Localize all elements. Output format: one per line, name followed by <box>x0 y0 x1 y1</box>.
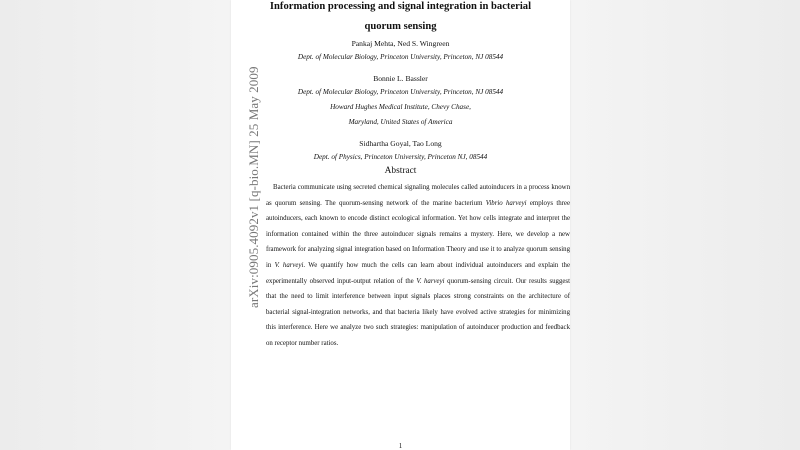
abstract-sentence-1: Bacteria communicate using secreted chemical signaling molecules called autoinducers in a process known as quorum sensing. The quorum-sensing network of the marine bacterium <box>266 184 570 207</box>
species-name: V. harveyi <box>274 261 304 269</box>
authors-group-1: Pankaj Mehta, Ned S. Wingreen <box>351 39 450 48</box>
arxiv-identifier: arXiv:0905.4092v1 [q-bio.MN] 25 May 2009 <box>246 66 261 308</box>
affiliation-group-2-line-1: Dept. of Molecular Biology, Princeton University, Princeton, NJ 08544 <box>297 88 504 96</box>
abstract-heading: Abstract <box>384 166 417 176</box>
species-name: V. harveyi <box>416 277 445 285</box>
affiliation-group-2-line-3: Maryland, United States of America <box>348 118 453 126</box>
abstract-sentence-3: . We quantify how much the cells can learn about individual autoinducers and explain the experimentally observed input-output relation of the <box>266 261 570 285</box>
authors-group-3: Sidhartha Goyal, Tao Long <box>359 139 442 148</box>
pdf-page <box>231 0 570 450</box>
affiliation-group-3: Dept. of Physics, Princeton University, Princeton NJ, 08544 <box>313 153 488 161</box>
paper-title: Information processing and signal integration in bacterial quorum sensing <box>269 1 532 32</box>
affiliation-group-1: Dept. of Molecular Biology, Princeton University, Princeton, NJ 08544 <box>297 53 504 61</box>
authors-group-2: Bonnie L. Bassler <box>373 74 428 83</box>
page-number: 1 <box>398 442 403 450</box>
abstract-sentence-2: employs three autoinducers, each known to encode distinct ecological information. Yet how cells integrate and interpret the information contained within the three autoinducer signals remains a mystery. Here, we develop a new framework for analyzing signal integration based on Information Theory and use it to analyze quorum sensing in <box>266 199 571 269</box>
species-name: Vibrio harveyi <box>485 199 527 207</box>
affiliation-group-2-line-2: Howard Hughes Medical Institute, Chevy Chase, <box>330 103 471 111</box>
abstract-sentence-4: quorum-sensing circuit. Our results suggest that the need to limit interference between input signals places strong constraints on the architecture of bacterial signal-integration networks, and that bacteria likely have evolved active strategies for minimizing this interference. Here we analyze two such strategies: manipulation of autoinducer production and feedback on receptor number ratios. <box>266 277 571 347</box>
abstract-text <box>266 180 570 352</box>
